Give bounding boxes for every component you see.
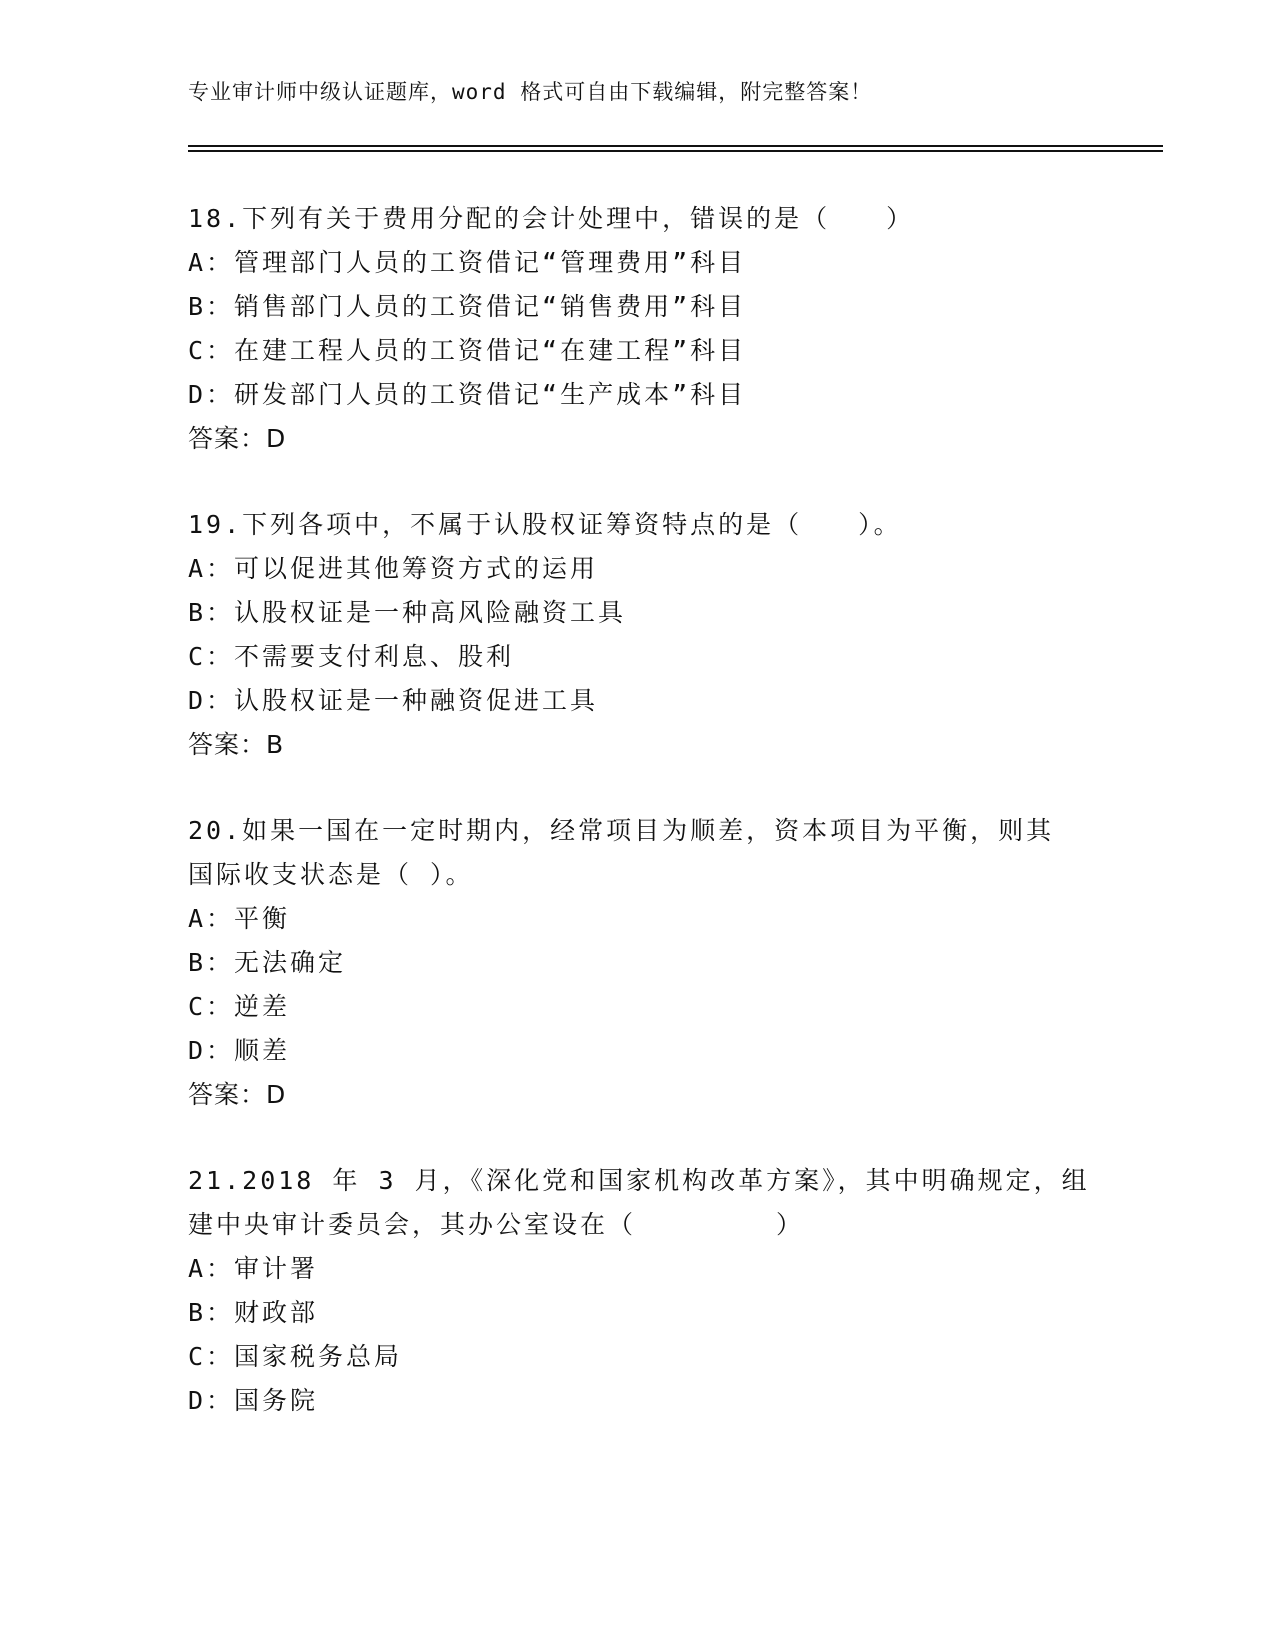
question-18-option-a: A：管理部门人员的工资借记“管理费用”科目 bbox=[188, 248, 747, 277]
question-20-stem-line2: 国际收支状态是（ ）。 bbox=[188, 860, 474, 889]
question-19-stem: 19.下列各项中，不属于认股权证筹资特点的是（ ）。 bbox=[188, 510, 902, 539]
question-19-option-b: B：认股权证是一种高风险融资工具 bbox=[188, 598, 627, 627]
question-20-option-c: C：逆差 bbox=[188, 992, 291, 1021]
header-rule-top bbox=[188, 145, 1163, 147]
question-19-option-d: D：认股权证是一种融资促进工具 bbox=[188, 686, 599, 715]
question-21-option-a: A：审计署 bbox=[188, 1254, 319, 1283]
header-rule-bottom bbox=[188, 150, 1163, 152]
question-21-option-b: B：财政部 bbox=[188, 1298, 319, 1327]
question-20-answer: 答案：D bbox=[188, 1080, 287, 1109]
question-18-option-b: B：销售部门人员的工资借记“销售费用”科目 bbox=[188, 292, 747, 321]
question-20-option-b: B：无法确定 bbox=[188, 948, 347, 977]
question-21-option-d: D：国务院 bbox=[188, 1386, 319, 1415]
page-header: 专业审计师中级认证题库，word 格式可自由下载编辑，附完整答案！ bbox=[188, 80, 873, 104]
question-19-option-a: A：可以促进其他筹资方式的运用 bbox=[188, 554, 599, 583]
question-21-stem-line1: 21.2018 年 3 月，《深化党和国家机构改革方案》，其中明确规定，组 bbox=[188, 1166, 1090, 1195]
question-18-stem: 18.下列有关于费用分配的会计处理中，错误的是（ ） bbox=[188, 204, 915, 233]
question-18-answer: 答案：D bbox=[188, 424, 287, 453]
question-20-option-a: A：平衡 bbox=[188, 904, 291, 933]
question-20-stem-line1: 20.如果一国在一定时期内，经常项目为顺差，资本项目为平衡，则其 bbox=[188, 816, 1055, 845]
question-18-option-d: D：研发部门人员的工资借记“生产成本”科目 bbox=[188, 380, 747, 409]
question-21-option-c: C：国家税务总局 bbox=[188, 1342, 403, 1371]
question-21-stem-line2: 建中央审计委员会，其办公室设在（ ） bbox=[188, 1210, 805, 1239]
question-19-option-c: C：不需要支付利息、股利 bbox=[188, 642, 515, 671]
question-18-option-c: C：在建工程人员的工资借记“在建工程”科目 bbox=[188, 336, 747, 365]
question-19-answer: 答案：B bbox=[188, 730, 285, 759]
question-20-option-d: D：顺差 bbox=[188, 1036, 291, 1065]
